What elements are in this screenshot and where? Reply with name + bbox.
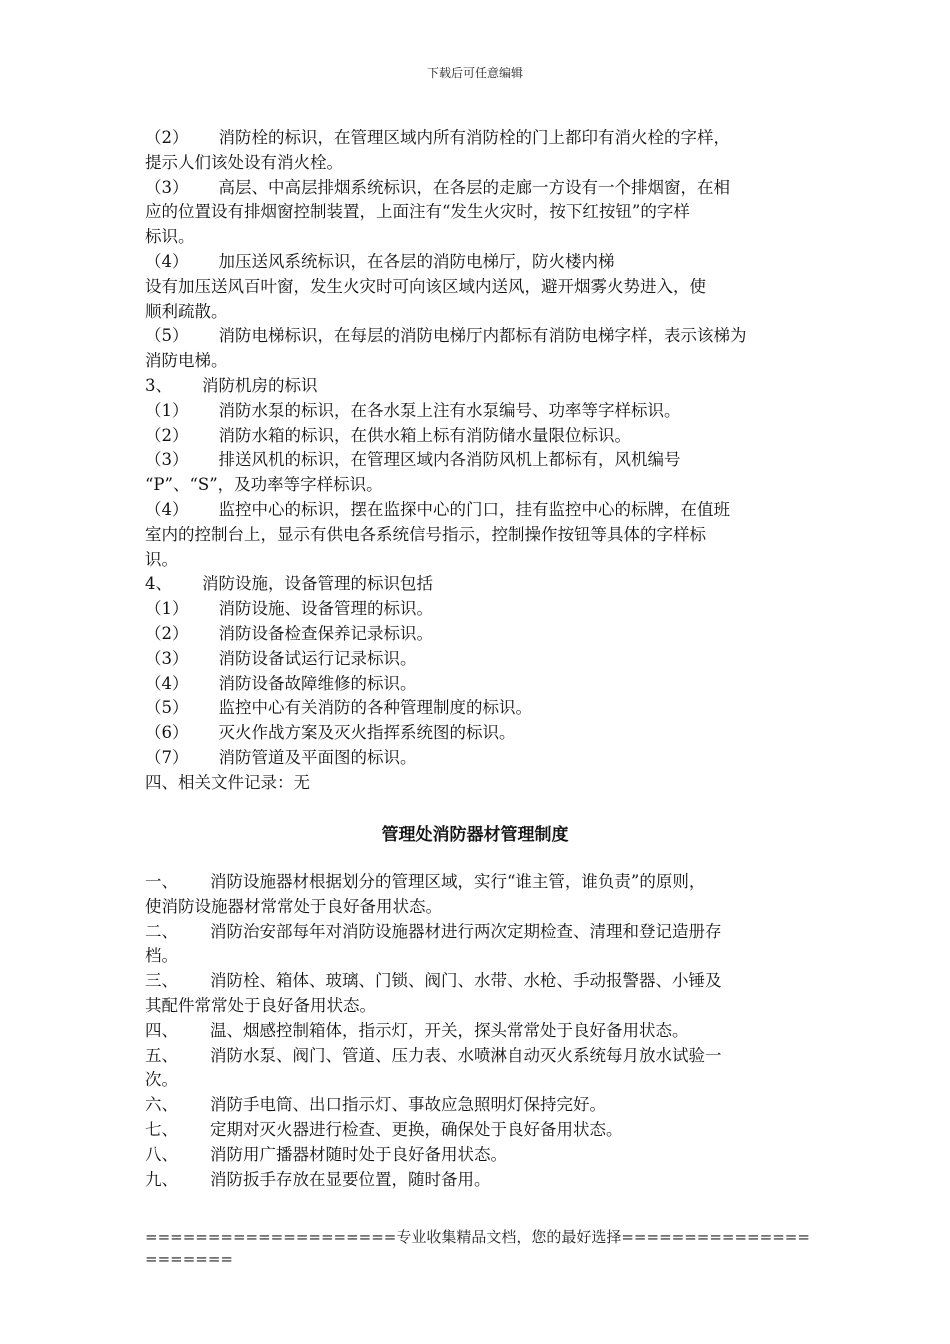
item-number: 四、 — [145, 1020, 178, 1040]
item-text: 高层、中高层排烟系统标识，在各层的走廊一方设有一个排烟窗，在相 — [218, 177, 730, 197]
item-continuation: 档。 — [145, 946, 178, 966]
list-item — [145, 498, 815, 523]
item-continuation: 消防电梯。 — [145, 351, 228, 371]
item-text: 定期对灭火器进行检查、更换，确保处于良好备用状态。 — [210, 1119, 623, 1139]
item-text: 消防设施，设备管理的标识包括 — [202, 574, 433, 594]
item-continuation: 应的位置设有排烟窗控制装置，上面注有“发生火灾时，按下红按钮”的字样 — [145, 202, 690, 222]
item-number: 二、 — [145, 921, 178, 941]
list-item — [145, 250, 815, 275]
item-number: （6） — [145, 723, 189, 743]
item-text: 消防手电筒、出口指示灯、事故应急照明灯保持完好。 — [210, 1095, 606, 1115]
item-text: 消防机房的标识 — [202, 375, 318, 395]
item-text: 消防设备检查保养记录标识。 — [218, 623, 433, 643]
list-item — [145, 622, 815, 647]
item-text: 消防设施器材根据划分的管理区域，实行“谁主管，谁负责”的原则， — [210, 872, 706, 891]
item-text: 消防扳手存放在显要位置，随时备用。 — [210, 1169, 491, 1189]
item-number: 九、 — [145, 1169, 178, 1189]
item-number: （4） — [145, 673, 189, 693]
item-text: 灭火作战方案及灭火指挥系统图的标识。 — [218, 723, 516, 743]
list-item — [145, 424, 815, 449]
item-number: （2） — [145, 425, 189, 445]
item-continuation: 使消防设施器材常常处于良好备用状态。 — [145, 896, 442, 916]
list-item — [145, 176, 815, 201]
list-item — [145, 721, 815, 746]
list-item — [145, 696, 815, 721]
item-number: （4） — [145, 499, 189, 519]
item-number: （3） — [145, 450, 189, 470]
body-section-2 — [145, 870, 815, 1192]
item-text: 排送风机的标识，在管理区域内各消防风机上都标有，风机编号 — [218, 450, 681, 470]
item-number: （1） — [145, 400, 189, 420]
list-item — [145, 597, 815, 622]
item-number: （7） — [145, 747, 189, 767]
item-number: （3） — [145, 177, 189, 197]
list-item — [145, 920, 815, 945]
item-text: 温、烟感控制箱体，指示灯，开关，探头常常处于良好备用状态。 — [210, 1020, 689, 1040]
item-text: 消防栓、箱体、玻璃、门锁、阀门、水带、水枪、手动报警器、小锤及 — [210, 971, 722, 991]
item-number: （2） — [145, 623, 189, 643]
page-header: 下载后可任意编辑 — [426, 66, 523, 80]
list-item — [145, 1019, 815, 1044]
item-text: 消防治安部每年对消防设施器材进行两次定期检查、清理和登记造册存 — [210, 921, 722, 941]
list-item — [145, 572, 815, 597]
list-item — [145, 399, 815, 424]
item-text: 消防水泵、阀门、管道、压力表、水喷淋自动灭火系统每月放水试验一 — [210, 1045, 722, 1065]
list-item — [145, 969, 815, 994]
item-text: 消防水泵的标识，在各水泵上注有水泵编号、功率等字样标识。 — [218, 400, 681, 420]
body-section-1 — [145, 126, 815, 796]
item-number: 三、 — [145, 971, 178, 991]
item-text: 加压送风系统标识，在各层的消防电梯厅，防火楼内梯 — [218, 251, 615, 271]
item-continuation: “P”、“S”，及功率等字样标识。 — [145, 475, 383, 495]
item-text: 消防设施、设备管理的标识。 — [218, 599, 433, 619]
item-text: 监控中心的标识，摆在监探中心的门口，挂有监控中心的标牌，在值班 — [218, 499, 730, 519]
item-number: 五、 — [145, 1045, 178, 1065]
item-text: 消防设备故障维修的标识。 — [218, 673, 417, 693]
item-number: 八、 — [145, 1144, 178, 1164]
list-item — [145, 746, 815, 771]
item-continuation: 次。 — [145, 1070, 178, 1090]
list-item — [145, 1093, 815, 1118]
item-number: 七、 — [145, 1119, 178, 1139]
item-text: 消防水箱的标识，在供水箱上标有消防储水量限位标识。 — [218, 425, 631, 445]
list-item — [145, 672, 815, 697]
list-item — [145, 870, 815, 895]
list-item — [145, 771, 815, 796]
item-continuation: 顺利疏散。 — [145, 301, 228, 321]
item-continuation: 设有加压送风百叶窗，发生火灾时可向该区域内送风，避开烟雾火势进入，使 — [145, 276, 706, 296]
item-text: 消防设备试运行记录标识。 — [218, 648, 417, 668]
item-number: 一、 — [145, 872, 178, 891]
list-item — [145, 647, 815, 672]
item-text: 消防用广播器材随时处于良好备用状态。 — [210, 1144, 507, 1164]
item-text: 四、相关文件记录：无 — [145, 772, 310, 792]
item-continuation: 标识。 — [145, 227, 195, 247]
item-number: （1） — [145, 599, 189, 619]
item-text: 消防栓的标识，在管理区域内所有消防栓的门上都印有消火栓的字样， — [218, 128, 730, 147]
list-item — [145, 1044, 815, 1069]
item-number: 3、 — [145, 375, 172, 395]
item-number: （3） — [145, 648, 189, 668]
item-continuation: 识。 — [145, 549, 178, 569]
list-item — [145, 1143, 815, 1168]
page-footer: ====================专业收集精品文档，您的最好选择====================== — [145, 1228, 810, 1268]
list-item — [145, 374, 815, 399]
section-title: 管理处消防器材管理制度 — [381, 825, 569, 845]
item-text: 监控中心有关消防的各种管理制度的标识。 — [218, 698, 532, 718]
item-number: （2） — [145, 128, 189, 147]
item-text: 消防管道及平面图的标识。 — [218, 747, 417, 767]
item-continuation: 其配件常常处于良好备用状态。 — [145, 995, 376, 1015]
list-item — [145, 448, 815, 473]
item-continuation: 提示人们该处设有消火栓。 — [145, 152, 343, 172]
item-continuation: 室内的控制台上，显示有供电各系统信号指示，控制操作按钮等具体的字样标 — [145, 524, 706, 544]
item-number: （4） — [145, 251, 189, 271]
item-text: 消防电梯标识，在每层的消防电梯厅内都标有消防电梯字样，表示该梯为 — [218, 326, 747, 346]
item-number: 4、 — [145, 574, 172, 594]
list-item — [145, 1168, 815, 1193]
item-number: 六、 — [145, 1095, 178, 1115]
list-item — [145, 1118, 815, 1143]
list-item — [145, 126, 815, 151]
list-item — [145, 324, 815, 349]
item-number: （5） — [145, 698, 189, 718]
item-number: （5） — [145, 326, 189, 346]
